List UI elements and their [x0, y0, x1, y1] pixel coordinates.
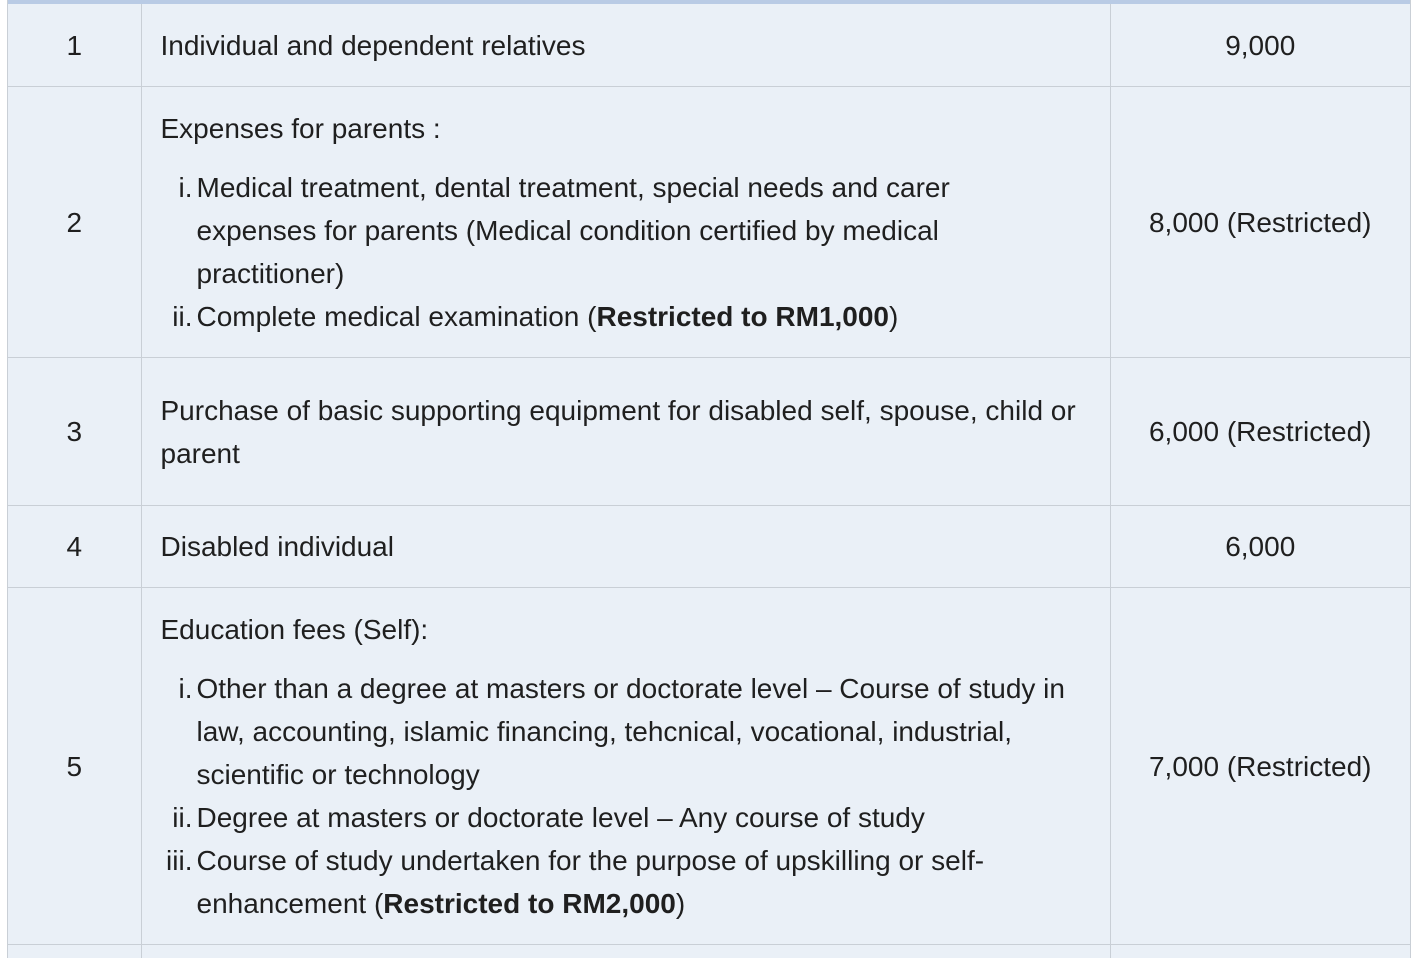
- list-item-text-end: ): [889, 300, 899, 332]
- description-intro: Expenses for parents :: [160, 112, 441, 144]
- list-item: [172, 796, 1077, 839]
- description-intro: Education fees (Self):: [160, 613, 429, 645]
- list-item: [178, 166, 1017, 295]
- restriction-note: Restricted to RM1,000: [596, 300, 890, 332]
- row-amount: 6,000 (Restricted): [1110, 358, 1410, 506]
- list-marker: ii.: [172, 801, 193, 833]
- row-amount-empty: [1110, 945, 1410, 958]
- restriction-note: Restricted to RM2,000: [383, 887, 676, 919]
- row-number-empty: [8, 945, 141, 958]
- row-number: 3: [8, 358, 141, 506]
- list-item: [166, 839, 1077, 925]
- list-marker: i.: [178, 672, 193, 704]
- row-number: 2: [8, 87, 141, 358]
- list-item: [172, 295, 1017, 338]
- row-description: Purchase of basic supporting equipment for disabled self, spouse, child or parent: [141, 358, 1110, 506]
- list-item-text: Course of study undertaken for the purpose of upskilling or self-enhancement (: [196, 844, 985, 919]
- table-row-partial: [8, 945, 1410, 958]
- list-item-text: Complete medical examination (: [196, 300, 597, 332]
- row-description: [141, 87, 1110, 358]
- row-amount: 6,000: [1110, 506, 1410, 588]
- list-item-text: Other than a degree at masters or doctorate level – Course of study in law, accounting, islamic financing, tehcnical, vocational, industrial, scientific or technology: [196, 672, 1065, 790]
- table-row: [8, 506, 1410, 588]
- tax-relief-table-container: [7, 0, 1411, 958]
- list-marker: iii.: [166, 844, 193, 876]
- table-row: [8, 87, 1410, 358]
- row-amount: 7,000 (Restricted): [1110, 588, 1410, 945]
- description-list: [161, 166, 1092, 338]
- row-description: Disabled individual: [141, 506, 1110, 588]
- row-number: 1: [8, 4, 141, 87]
- row-number: 4: [8, 506, 141, 588]
- row-amount: 9,000: [1110, 4, 1410, 87]
- list-item-text-end: ): [675, 887, 686, 919]
- tax-relief-table: [8, 4, 1410, 958]
- list-marker: ii.: [172, 300, 193, 332]
- list-item: [178, 667, 1077, 796]
- row-description: [141, 588, 1110, 945]
- list-item-text: Medical treatment, dental treatment, special needs and carer expenses for parents (Medical condition certified by medical practitioner): [196, 171, 950, 289]
- row-description-empty: [141, 945, 1110, 958]
- table-row: [8, 358, 1410, 506]
- table-row: [8, 4, 1410, 87]
- table-row: [8, 588, 1410, 945]
- description-list: [161, 667, 1092, 925]
- list-marker: i.: [178, 171, 193, 203]
- row-description: Individual and dependent relatives: [141, 4, 1110, 87]
- row-number: 5: [8, 588, 141, 945]
- list-item-text: Degree at masters or doctorate level – Any course of study: [196, 801, 925, 833]
- row-amount: 8,000 (Restricted): [1110, 87, 1410, 358]
